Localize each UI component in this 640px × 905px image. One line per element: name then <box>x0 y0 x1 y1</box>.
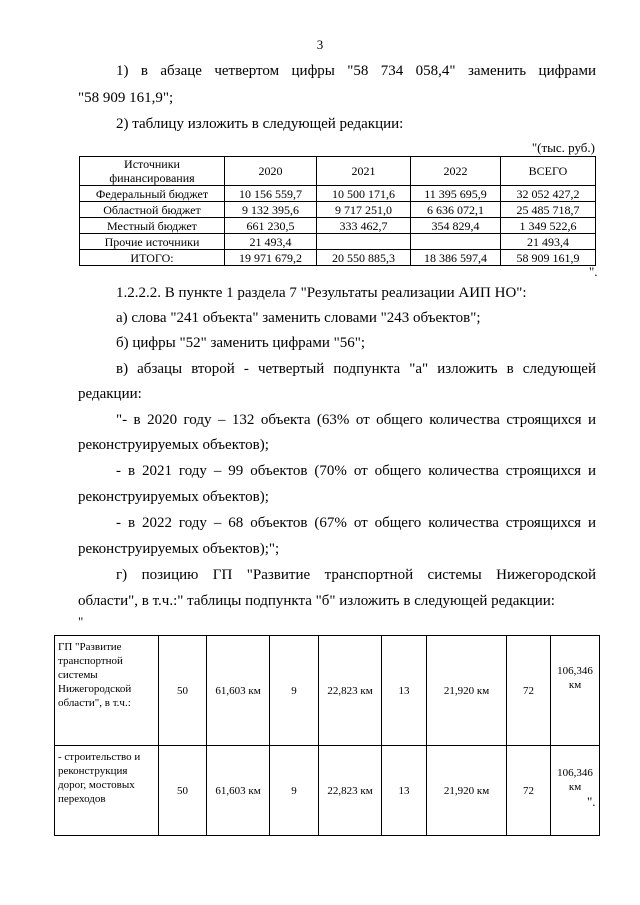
table-cell: 11 395 695,9 <box>411 186 501 202</box>
paragraph-5: б) цифры "52" заменить цифрами "56"; <box>116 335 366 351</box>
table-cell: 9 717 251,0 <box>317 202 411 218</box>
table-cell: 32 052 427,2 <box>501 186 596 202</box>
unit-label: "(тыс. руб.) <box>531 140 595 155</box>
table-cell: 25 485 718,7 <box>501 202 596 218</box>
table-cell: 19 971 679,2 <box>225 250 317 266</box>
header-cell: Источники финансирования <box>80 157 225 186</box>
paragraph-7-line-1: "- в 2020 году – 132 объекта (63% от общего количества строящихся и <box>116 412 596 428</box>
table-cell: 10 500 171,6 <box>317 186 411 202</box>
table-cell: 72 <box>507 746 551 836</box>
paragraph-4: а) слова "241 объекта" заменить словами "243 объектов"; <box>116 310 481 326</box>
table-cell: 61,603 км <box>207 636 270 746</box>
paragraph-8-line-2: реконструируемых объектов); <box>78 489 269 505</box>
paragraph-9-line-1: - в 2022 году – 68 объектов (67% от общего количества строящихся и <box>116 515 596 531</box>
paragraph-10-line-1: г) позицию ГП "Развитие транспортной системы Нижегородской <box>116 567 596 583</box>
table-cell: 50 <box>159 636 207 746</box>
table-cell: 106,346 км <box>551 746 600 836</box>
table-header-row <box>80 157 596 186</box>
row-label: Федеральный бюджет <box>80 186 225 202</box>
table-row <box>80 234 596 250</box>
paragraph-10-line-2: области", в т.ч.:" таблицы подпункта "б" изложить в следующей редакции: <box>78 593 555 609</box>
row-label: Местный бюджет <box>80 218 225 234</box>
page-number: 3 <box>316 37 324 52</box>
table-cell: 22,823 км <box>319 636 382 746</box>
table-cell: 9 <box>270 746 319 836</box>
table-cell: 9 132 395,6 <box>225 202 317 218</box>
paragraph-3: 1.2.2.2. В пункте 1 раздела 7 "Результаты реализации АИП НО": <box>116 285 527 301</box>
table-cell: 22,823 км <box>319 746 382 836</box>
header-cell: 2020 <box>225 157 317 186</box>
row-label: - строительство и реконструкция дорог, мостовых переходов <box>55 746 159 836</box>
financing-table <box>79 156 596 266</box>
row-label: Прочие источники <box>80 234 225 250</box>
table-cell: 13 <box>382 746 427 836</box>
table-row <box>80 202 596 218</box>
header-cell: 2021 <box>317 157 411 186</box>
paragraph-7-line-2: реконструируемых объектов); <box>78 437 269 453</box>
table-cell: 20 550 885,3 <box>317 250 411 266</box>
paragraph-2: 2) таблицу изложить в следующей редакции: <box>116 116 404 132</box>
table-cell: 18 386 597,4 <box>411 250 501 266</box>
table-cell: 661 230,5 <box>225 218 317 234</box>
opening-quote: " <box>78 614 84 629</box>
table-cell: 354 829,4 <box>411 218 501 234</box>
header-cell: 2022 <box>411 157 501 186</box>
table-cell: 72 <box>507 636 551 746</box>
table-cell: 1 349 522,6 <box>501 218 596 234</box>
table-cell: 21 493,4 <box>225 234 317 250</box>
row-label: ИТОГО: <box>80 250 225 266</box>
table-row <box>55 746 600 836</box>
table-row <box>80 186 596 202</box>
table-cell: 58 909 161,9 <box>501 250 596 266</box>
program-table <box>54 635 600 836</box>
table-cell: 21,920 км <box>427 746 507 836</box>
table-cell: 50 <box>159 746 207 836</box>
table-cell: 21,920 км <box>427 636 507 746</box>
table-cell: 13 <box>382 636 427 746</box>
row-label: ГП "Развитие транспортной системы Нижегородской области", в т.ч.: <box>55 636 159 746</box>
paragraph-1-line-2: "58 909 161,9"; <box>78 90 174 106</box>
table-cell: 61,603 км <box>207 746 270 836</box>
table-row <box>80 218 596 234</box>
table-cell: 10 156 559,7 <box>225 186 317 202</box>
table-cell: 106,346 км <box>551 636 600 746</box>
closing-quote: ". <box>587 794 596 809</box>
paragraph-1-line-1: 1) в абзаце четвертом цифры "58 734 058,4" заменить цифрами <box>116 63 596 79</box>
table-cell <box>411 234 501 250</box>
paragraph-9-line-2: реконструируемых объектов);"; <box>78 541 280 557</box>
table-cell: 21 493,4 <box>501 234 596 250</box>
paragraph-6-line-1: в) абзацы второй - четвертый подпункта "а" изложить в следующей <box>116 361 596 377</box>
table-cell: 6 636 072,1 <box>411 202 501 218</box>
table-row <box>55 636 600 746</box>
closing-quote: ". <box>589 264 598 279</box>
table-cell <box>317 234 411 250</box>
table-total-row <box>80 250 596 266</box>
table-cell: 333 462,7 <box>317 218 411 234</box>
header-cell: ВСЕГО <box>501 157 596 186</box>
table-cell: 9 <box>270 636 319 746</box>
paragraph-8-line-1: - в 2021 году – 99 объектов (70% от общего количества строящихся и <box>116 463 596 479</box>
row-label: Областной бюджет <box>80 202 225 218</box>
paragraph-6-line-2: редакции: <box>78 386 142 402</box>
